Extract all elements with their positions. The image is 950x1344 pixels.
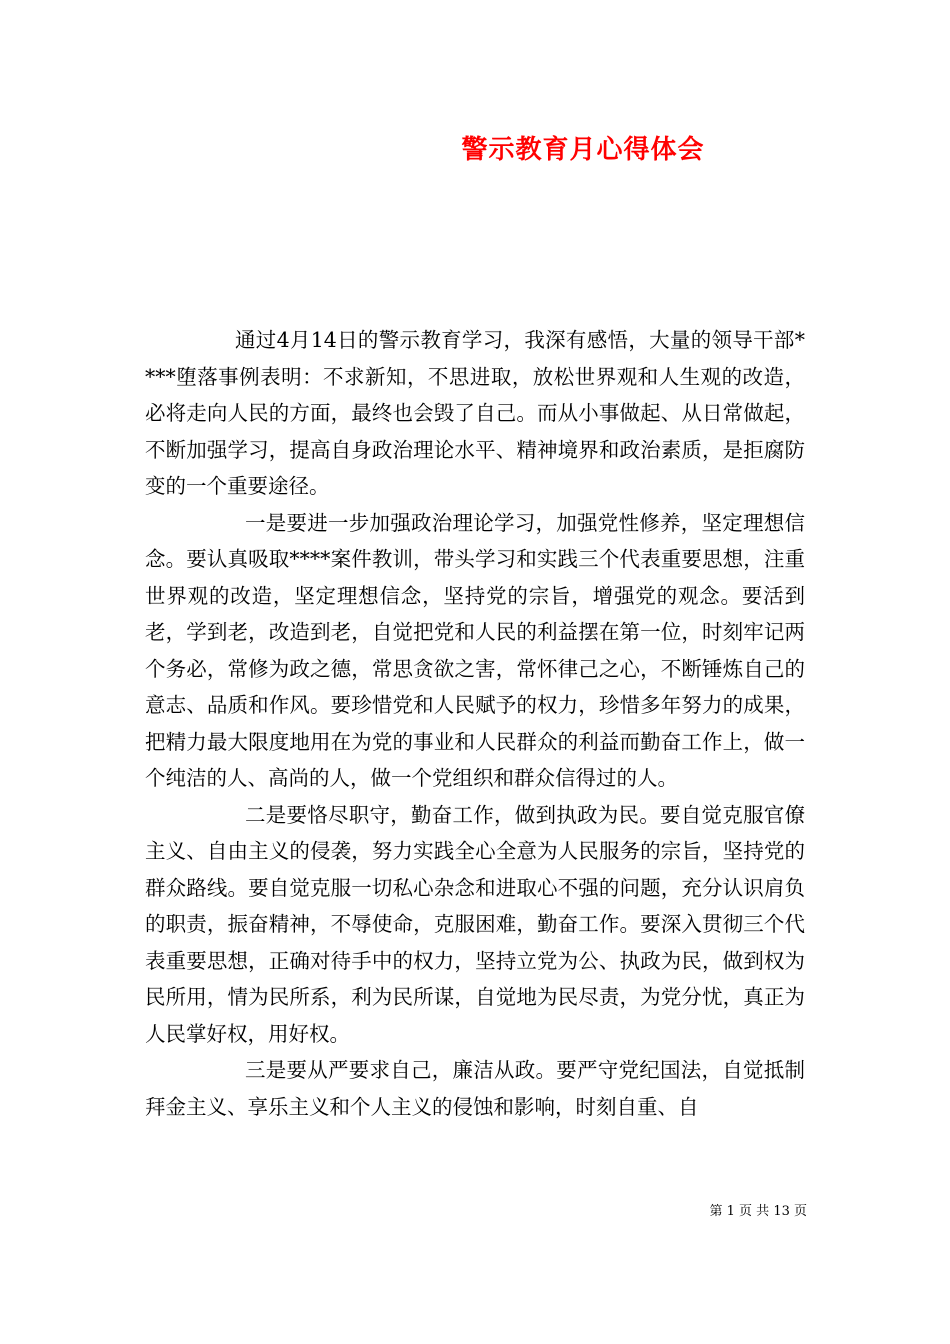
page-title: 警示教育月心得体会 xyxy=(461,135,705,165)
paragraph-point-one: 一是要进一步加强政治理论学习，加强党性修养，坚定理想信念。要认真吸取****案件教训，带头学习和实践三个代表重要思想，注重世界观的改造，坚定理想信念，坚持党的宗旨，增强党的观念。要活到老，学到老，改造到老，自觉把党和人民的利益摆在第一位，时刻牢记两个务必，常修为政之德，常思贪欲之害，常怀律己之心，不断锤炼自己的意志、品质和作风。要珍惜党和人民赋予的权力，珍惜多年努力的成果，把精力最大限度地用在为党的事业和人民群众的利益而勤奋工作上，做一个纯洁的人、高尚的人，做一个党组织和群众信得过的人。 xyxy=(145,510,805,790)
document-body xyxy=(145,322,805,1125)
paragraph-intro: 通过4月14日的警示教育学习，我深有感悟，大量的领导干部****堕落事例表明：不求新知，不思进取，放松世界观和人生观的改造，必将走向人民的方面，最终也会毁了自己。而从小事做起、从日常做起，不断加强学习，提高自身政治理论水平、精神境界和政治素质，是拒腐防变的一个重要途径。 xyxy=(145,328,805,498)
paragraph-point-three: 三是要从严要求自己，廉洁从政。要严守党纪国法，自觉抵制拜金主义、享乐主义和个人主义的侵蚀和影响，时刻自重、自 xyxy=(145,1058,805,1119)
paragraph-point-two: 二是要恪尽职守，勤奋工作，做到执政为民。要自觉克服官僚主义、自由主义的侵袭，努力实践全心全意为人民服务的宗旨，坚持党的群众路线。要自觉克服一切私心杂念和进取心不强的问题，充分认识肩负的职责，振奋精神，不辱使命，克服困难，勤奋工作。要深入贯彻三个代表重要思想，正确对待手中的权力，坚持立党为公、执政为民，做到权为民所用，情为民所系，利为民所谋，自觉地为民尽责，为党分忧，真正为人民掌好权，用好权。 xyxy=(145,802,805,1046)
page-number-footer: 第 1 页 共 13 页 xyxy=(709,1204,807,1219)
